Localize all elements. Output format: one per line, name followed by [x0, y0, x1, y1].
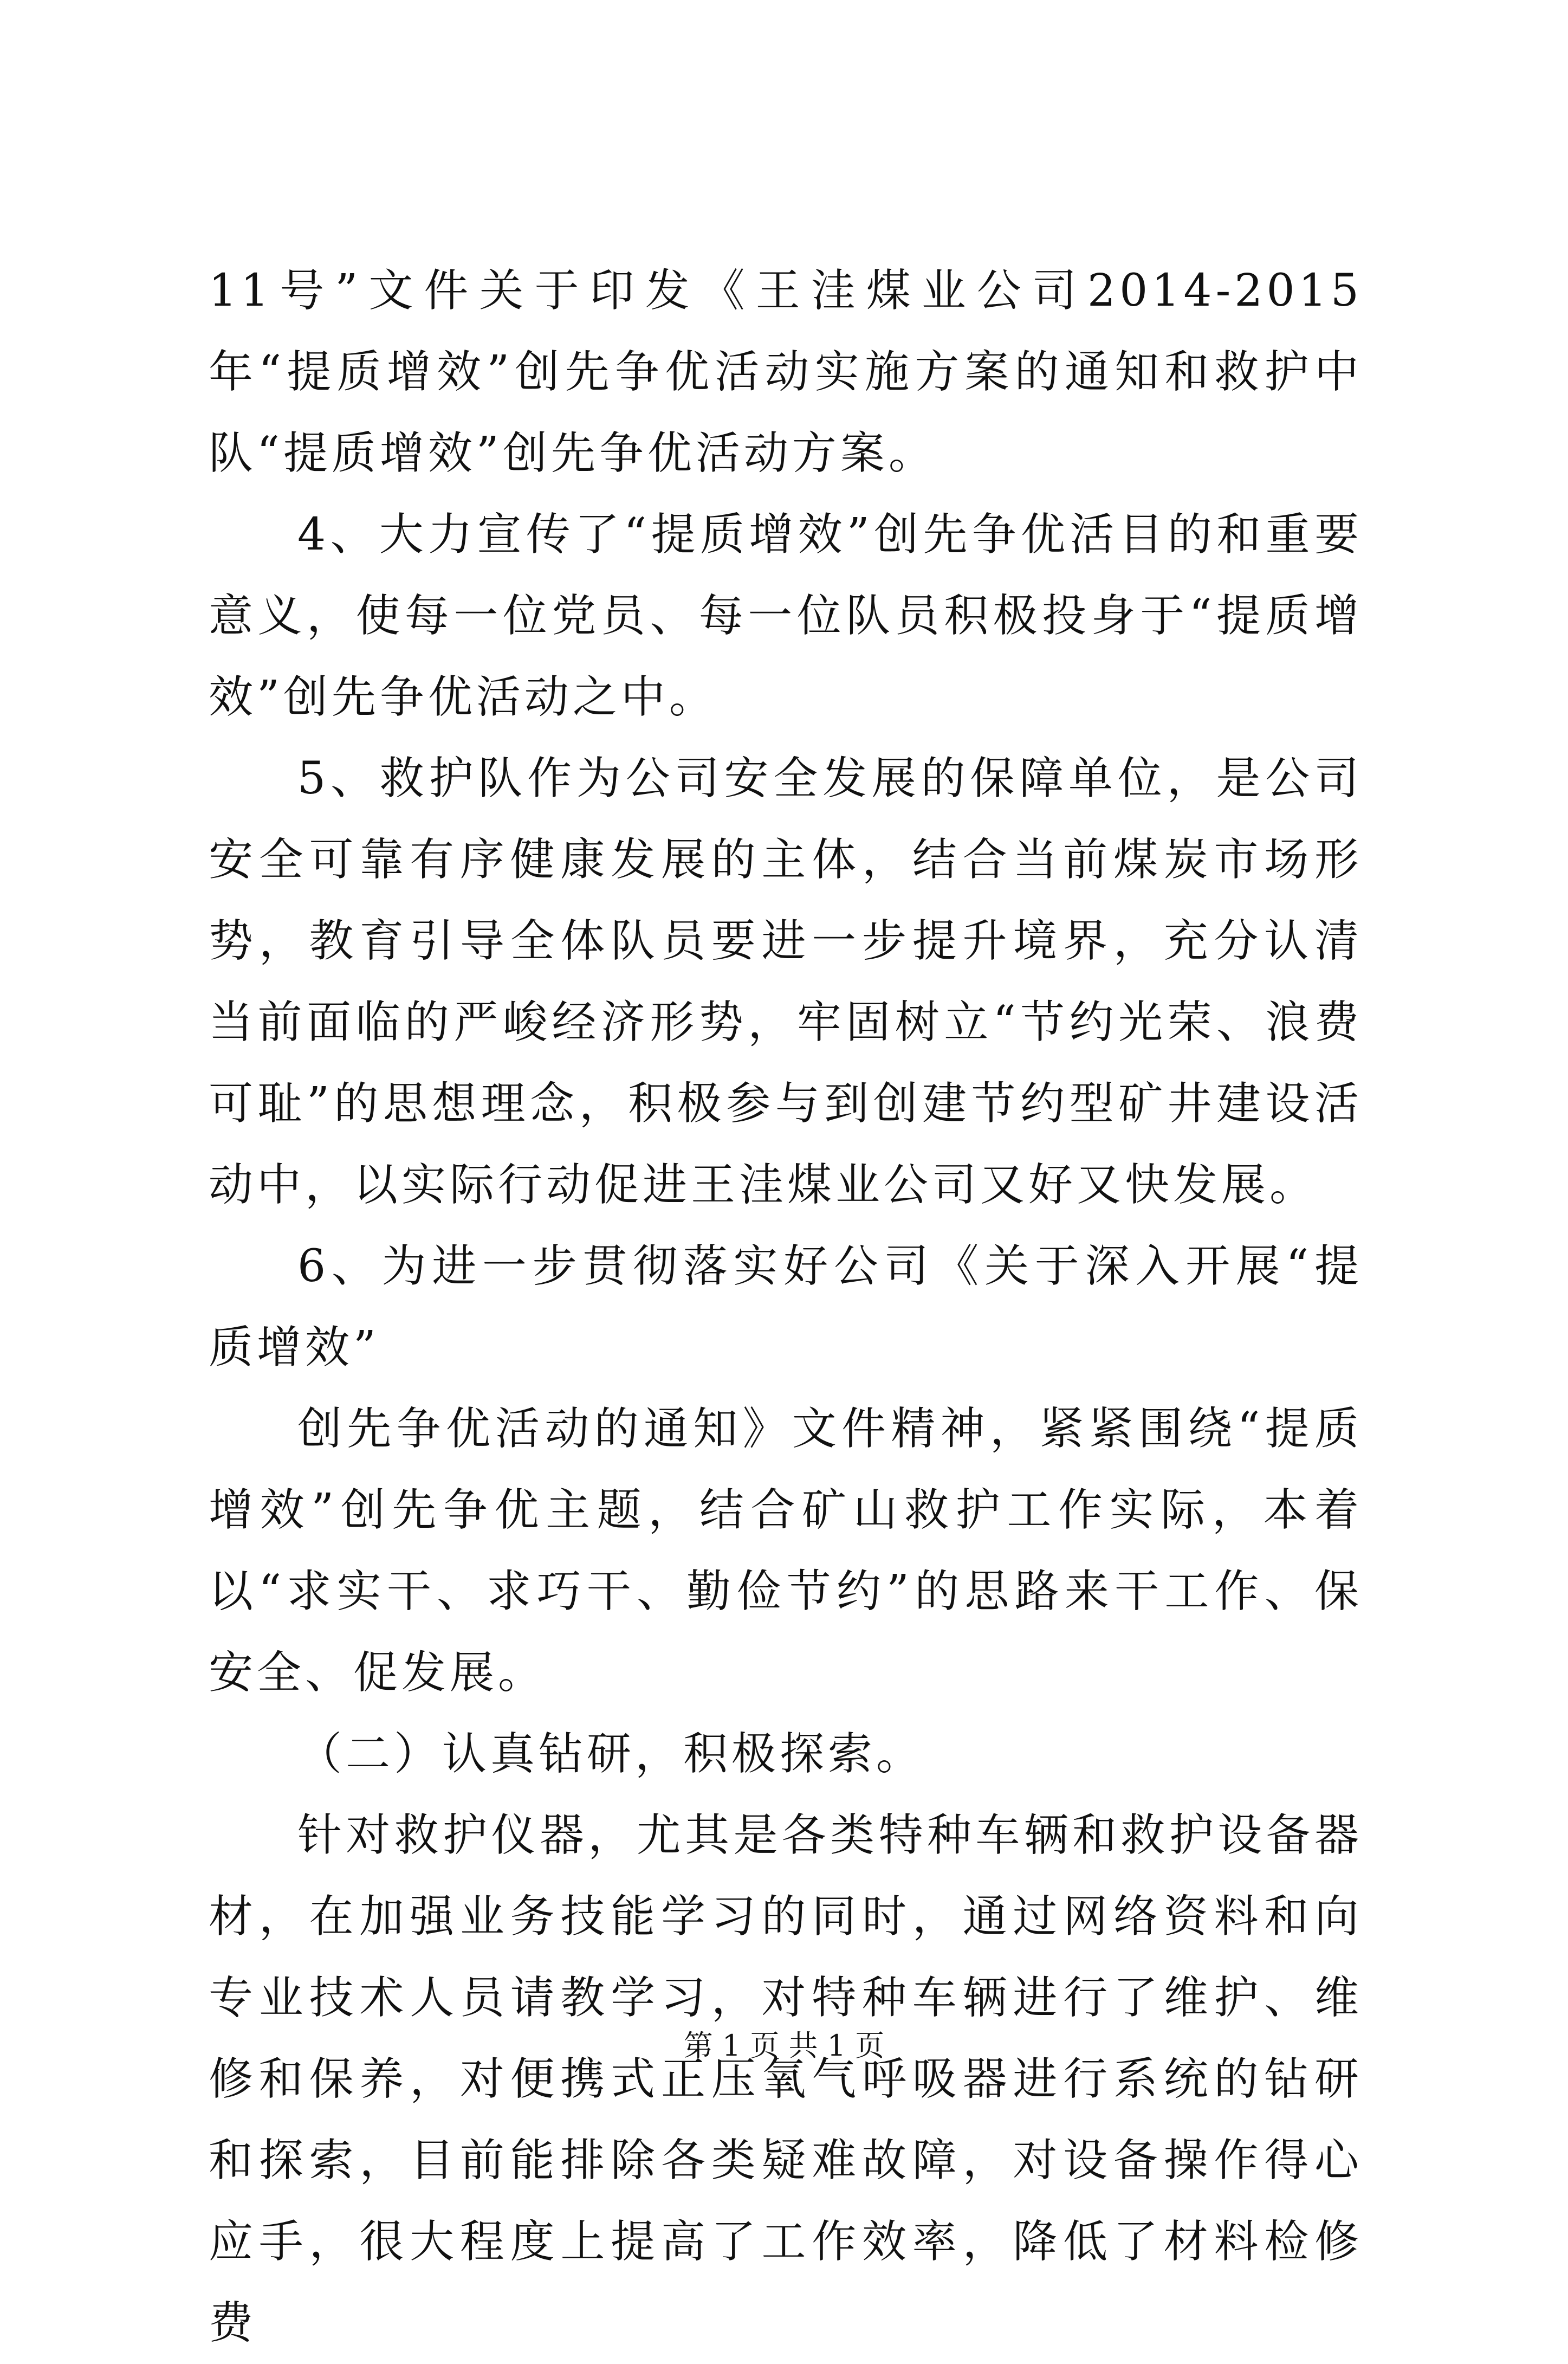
paragraph-item-4: 4、大力宣传了“提质增效”创先争优活目的和重要意义，使每一位党员、每一位队员积极投身于“提质增效”创先争优活动之中。 — [209, 509, 1363, 723]
paragraph-item-6-continued: 创先争优活动的通知》文件精神，紧紧围绕“提质增效”创先争优主题，结合矿山救护工作实际，本着以“求实干、求巧干、勤俭节约”的思路来干工作、保安全、促发展。 — [209, 1403, 1363, 1698]
paragraph-item-6: 6、为进一步贯彻落实好公司《关于深入开展“提质增效” — [209, 1241, 1363, 1373]
page-number-footer: 第 1 页 共 1 页 — [683, 2029, 885, 2063]
section-heading-2: （二）认真钻研，积极探索。 — [297, 1728, 925, 1780]
paragraph-research: 针对救护仪器，尤其是各类特种车辆和救护设备器材，在加强业务技能学习的同时，通过网络资料和向专业技术人员请教学习，对特种车辆进行了维护、维修和保养，对便携式正压氧气呼吸器进行系统的钻研和探索，目前能排除各类疑难故障，对设备操作得心应手，很大程度上提高了工作效率，降低了材料检修费 — [209, 1810, 1363, 2349]
paragraph-item-5: 5、救护队作为公司安全发展的保障单位，是公司安全可靠有序健康发展的主体，结合当前煤炭市场形势，教育引导全体队员要进一步提升境界，充分认清当前面临的严峻经济形势，牢固树立“节约光荣、浪费可耻”的思想理念，积极参与到创建节约型矿井建设活动中，以实际行动促进王洼煤业公司又好又快发展。 — [209, 753, 1363, 1211]
paragraph-continuation: 11号”文件关于印发《王洼煤业公司2014-2015年“提质增效”创先争优活动实施方案的通知和救护中队“提质增效”创先争优活动方案。 — [209, 265, 1363, 479]
